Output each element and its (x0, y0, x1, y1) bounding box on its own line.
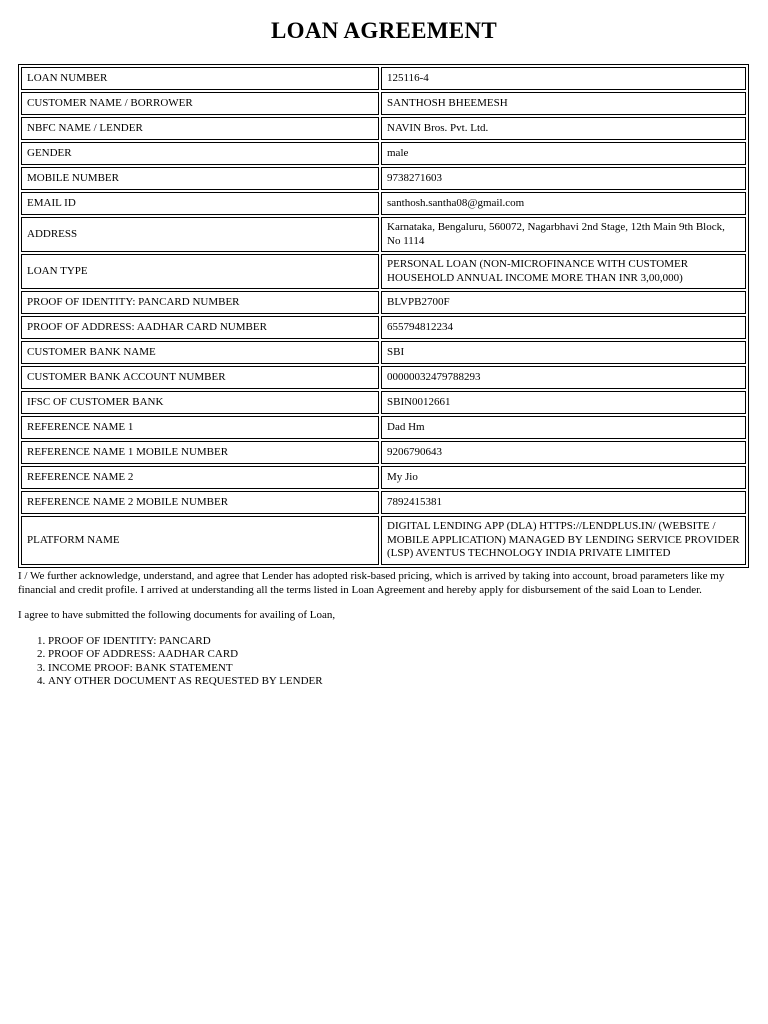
table-row (21, 291, 746, 314)
table-row (21, 391, 746, 414)
table-row (21, 192, 746, 215)
list-item: 1. PROOF OF IDENTITY: PANCARD (48, 635, 748, 649)
field-label: LOAN NUMBER (21, 67, 379, 90)
field-label: MOBILE NUMBER (21, 167, 379, 190)
table-row (21, 416, 746, 439)
table-row (21, 316, 746, 339)
table-row (21, 217, 746, 252)
field-label: CUSTOMER BANK NAME (21, 341, 379, 364)
table-row (21, 516, 746, 565)
field-value: 125116-4 (381, 67, 746, 90)
field-value: NAVIN Bros. Pvt. Ltd. (381, 117, 746, 140)
field-label: REFERENCE NAME 2 MOBILE NUMBER (21, 491, 379, 514)
list-item: 3. INCOME PROOF: BANK STATEMENT (48, 662, 748, 676)
field-label: CUSTOMER BANK ACCOUNT NUMBER (21, 366, 379, 389)
field-label: EMAIL ID (21, 192, 379, 215)
agreement-body (18, 570, 748, 689)
field-value: santhosh.santha08@gmail.com (381, 192, 746, 215)
list-item: 2. PROOF OF ADDRESS: AADHAR CARD (48, 648, 748, 662)
loan-details-rows (21, 67, 746, 565)
field-value: 9206790643 (381, 441, 746, 464)
table-row (21, 341, 746, 364)
acknowledgement-paragraph: I / We further acknowledge, understand, and agree that Lender has adopted risk-based pricing, which is arrived by taking into account, broad parameters like my financial and credit profile. I arrived at understanding all the terms listed in Loan Agreement and hereby apply for disbursement of the said Loan to Lender. (18, 570, 725, 596)
field-label: IFSC OF CUSTOMER BANK (21, 391, 379, 414)
field-value: SBIN0012661 (381, 391, 746, 414)
field-value: 7892415381 (381, 491, 746, 514)
documents-intro: I agree to have submitted the following documents for availing of Loan, (18, 609, 336, 621)
page-title: LOAN AGREEMENT (271, 18, 497, 43)
table-row (21, 167, 746, 190)
field-value: Karnataka, Bengaluru, 560072, Nagarbhavi 2nd Stage, 12th Main 9th Block, No 1114 (381, 217, 746, 252)
table-row (21, 67, 746, 90)
field-value: DIGITAL LENDING APP (DLA) HTTPS://LENDPLUS.IN/ (WEBSITE / MOBILE APPLICATION) MANAGED BY LENDING SERVICE PROVIDER (LSP) AVENTUS TECHNOLOGY INDIA PRIVATE LIMITED (381, 516, 746, 565)
field-value: 00000032479788293 (381, 366, 746, 389)
list-item: 4. ANY OTHER DOCUMENT AS REQUESTED BY LENDER (48, 675, 748, 689)
field-value: 655794812234 (381, 316, 746, 339)
table-row (21, 366, 746, 389)
field-label: REFERENCE NAME 1 (21, 416, 379, 439)
field-label: NBFC NAME / LENDER (21, 117, 379, 140)
table-row (21, 466, 746, 489)
field-value: My Jio (381, 466, 746, 489)
table-row (21, 491, 746, 514)
loan-details-table (18, 64, 749, 568)
field-label: REFERENCE NAME 1 MOBILE NUMBER (21, 441, 379, 464)
table-row (21, 117, 746, 140)
field-label: PLATFORM NAME (21, 516, 379, 565)
field-label: REFERENCE NAME 2 (21, 466, 379, 489)
field-value: BLVPB2700F (381, 291, 746, 314)
field-value: SBI (381, 341, 746, 364)
field-value: PERSONAL LOAN (NON-MICROFINANCE WITH CUSTOMER HOUSEHOLD ANNUAL INCOME MORE THAN INR 3,00,000) (381, 254, 746, 289)
field-label: CUSTOMER NAME / BORROWER (21, 92, 379, 115)
table-row (21, 441, 746, 464)
field-value: 9738271603 (381, 167, 746, 190)
field-value: male (381, 142, 746, 165)
field-label: ADDRESS (21, 217, 379, 252)
field-label: LOAN TYPE (21, 254, 379, 289)
table-row (21, 92, 746, 115)
documents-list (18, 635, 748, 689)
field-value: Dad Hm (381, 416, 746, 439)
field-value: SANTHOSH BHEEMESH (381, 92, 746, 115)
table-row (21, 254, 746, 289)
field-label: GENDER (21, 142, 379, 165)
field-label: PROOF OF IDENTITY: PANCARD NUMBER (21, 291, 379, 314)
table-row (21, 142, 746, 165)
field-label: PROOF OF ADDRESS: AADHAR CARD NUMBER (21, 316, 379, 339)
loan-details-table-wrapper (18, 64, 749, 568)
